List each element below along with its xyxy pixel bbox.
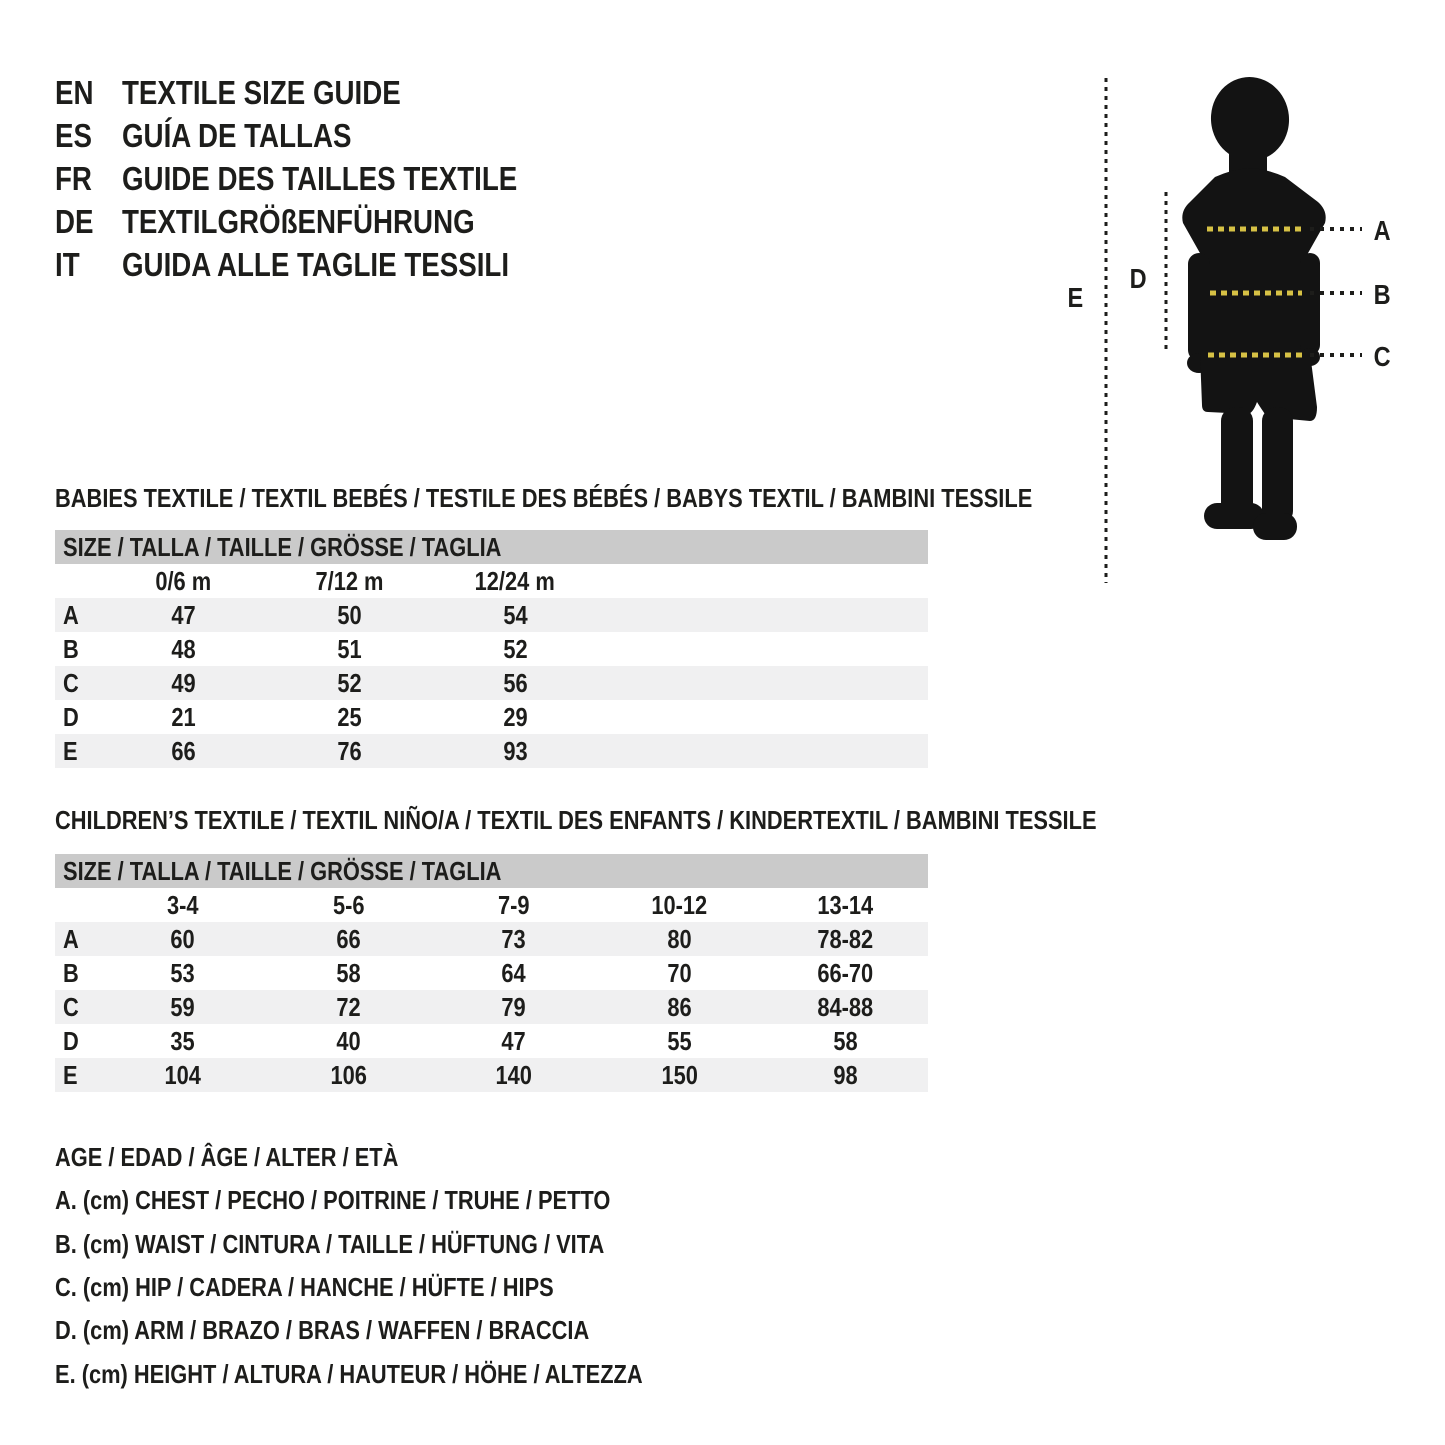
row-label: A: [63, 599, 79, 630]
row-label: A: [63, 923, 79, 954]
table-row: [55, 956, 928, 990]
list-item: [55, 71, 593, 114]
cell-value: 79: [501, 991, 527, 1022]
cell-value: 47: [501, 1025, 527, 1056]
cell-value: 49: [170, 667, 196, 698]
cell-value: 40: [336, 1025, 361, 1056]
language-code: ES: [55, 116, 92, 154]
language-code: IT: [55, 245, 80, 283]
list-item: [55, 114, 593, 157]
table-row: [55, 598, 928, 632]
row-label: C: [63, 991, 79, 1022]
cell-value: 21: [170, 701, 196, 732]
legend-chest-line: A. (cm) CHEST / PECHO / POITRINE / TRUHE / PETTO: [55, 1185, 611, 1216]
cell-value: 86: [667, 991, 692, 1022]
measure-label-d: D: [1129, 263, 1147, 294]
table-row: [55, 700, 928, 734]
guide-title: GUIDE DES TAILLES TEXTILE: [122, 159, 518, 197]
language-code: DE: [55, 202, 94, 240]
table-row: [55, 990, 928, 1024]
list-item: [55, 200, 593, 243]
table-row: [55, 1058, 928, 1092]
cell-value: 80: [667, 923, 692, 954]
cell-value: 93: [502, 735, 528, 766]
column-header: 7/12 m: [314, 565, 383, 596]
babies-table-body: [55, 598, 928, 768]
child-silhouette-diagram: [1060, 55, 1400, 600]
babies-table-title: BABIES TEXTILE / TEXTIL BEBÉS / TESTILE DES BÉBÉS / BABYS TEXTIL / BAMBINI TESSILE: [55, 483, 1033, 513]
column-header: 12/24 m: [474, 565, 556, 596]
cell-value: 55: [667, 1025, 692, 1056]
row-label: B: [63, 633, 79, 664]
table-row: [55, 1024, 928, 1058]
cell-value: 106: [330, 1059, 367, 1090]
legend-arm-line: D. (cm) ARM / BRAZO / BRAS / WAFFEN / BRACCIA: [55, 1315, 590, 1346]
legend-height-line: E. (cm) HEIGHT / ALTURA / HAUTEUR / HÖHE / ALTEZZA: [55, 1358, 643, 1389]
row-label: E: [63, 735, 78, 766]
cell-value: 47: [170, 599, 196, 630]
babies-column-header-row: [55, 564, 928, 598]
cell-value: 53: [170, 957, 195, 988]
language-code: FR: [55, 159, 92, 197]
measure-label-a: A: [1373, 215, 1391, 246]
row-label: E: [63, 1059, 78, 1090]
legend-age-line: AGE / EDAD / ÂGE / ALTER / ETÀ: [55, 1142, 399, 1173]
babies-size-header-bar: SIZE / TALLA / TAILLE / GRÖSSE / TAGLIA: [55, 530, 928, 564]
measure-label-c: C: [1373, 341, 1391, 372]
language-title-list: [55, 71, 593, 286]
cell-value: 29: [502, 701, 528, 732]
row-label: C: [63, 667, 79, 698]
children-table-body: [55, 922, 928, 1092]
language-code: EN: [55, 73, 94, 111]
list-item: [55, 243, 593, 286]
measurement-legend: [55, 1136, 755, 1396]
cell-value: 72: [336, 991, 361, 1022]
cell-value: 66-70: [817, 957, 874, 988]
guide-title: TEXTILE SIZE GUIDE: [122, 73, 401, 111]
cell-value: 52: [336, 667, 362, 698]
cell-value: 66: [170, 735, 196, 766]
cell-value: 48: [170, 633, 196, 664]
row-label: D: [63, 701, 79, 732]
cell-value: 104: [164, 1059, 201, 1090]
legend-waist-line: B. (cm) WAIST / CINTURA / TAILLE / HÜFTUNG / VITA: [55, 1228, 605, 1259]
cell-value: 56: [502, 667, 528, 698]
table-row: [55, 666, 928, 700]
cell-value: 58: [833, 1025, 858, 1056]
cell-value: 76: [336, 735, 362, 766]
cell-value: 64: [501, 957, 527, 988]
cell-value: 78-82: [817, 923, 874, 954]
cell-value: 70: [667, 957, 692, 988]
cell-value: 98: [833, 1059, 858, 1090]
measure-label-b: B: [1373, 279, 1391, 310]
row-label: B: [63, 957, 79, 988]
table-row: [55, 922, 928, 956]
cell-value: 60: [170, 923, 195, 954]
table-row: [55, 734, 928, 768]
cell-value: 150: [661, 1059, 698, 1090]
legend-hip-line: C. (cm) HIP / CADERA / HANCHE / HÜFTE / HIPS: [55, 1272, 554, 1303]
row-label: D: [63, 1025, 79, 1056]
column-header: 0/6 m: [155, 565, 211, 596]
children-table-title: CHILDREN’S TEXTILE / TEXTIL NIÑO/A / TEXTIL DES ENFANTS / KINDERTEXTIL / BAMBINI TESSILE: [55, 805, 1097, 835]
cell-value: 50: [336, 599, 362, 630]
cell-value: 52: [502, 633, 528, 664]
cell-value: 54: [502, 599, 528, 630]
column-header: 13-14: [817, 889, 874, 920]
column-header: 3-4: [166, 889, 199, 920]
child-silhouette: [1182, 73, 1325, 540]
list-item: [55, 157, 593, 200]
cell-value: 58: [336, 957, 361, 988]
children-size-header-bar: SIZE / TALLA / TAILLE / GRÖSSE / TAGLIA: [55, 854, 928, 888]
cell-value: 51: [336, 633, 362, 664]
column-header: 7-9: [498, 889, 530, 920]
cell-value: 59: [170, 991, 195, 1022]
guide-title: GUIDA ALLE TAGLIE TESSILI: [122, 245, 510, 283]
guide-title: GUÍA DE TALLAS: [122, 116, 352, 154]
cell-value: 25: [336, 701, 362, 732]
column-header: 5-6: [332, 889, 365, 920]
cell-value: 66: [336, 923, 361, 954]
cell-value: 84-88: [817, 991, 874, 1022]
table-row: [55, 632, 928, 666]
cell-value: 35: [170, 1025, 195, 1056]
measure-label-e: E: [1067, 282, 1084, 313]
column-header: 10-12: [651, 889, 708, 920]
children-column-header-row: [55, 888, 928, 922]
guide-title: TEXTILGRÖßENFÜHRUNG: [122, 202, 475, 240]
cell-value: 140: [495, 1059, 533, 1090]
cell-value: 73: [501, 923, 527, 954]
